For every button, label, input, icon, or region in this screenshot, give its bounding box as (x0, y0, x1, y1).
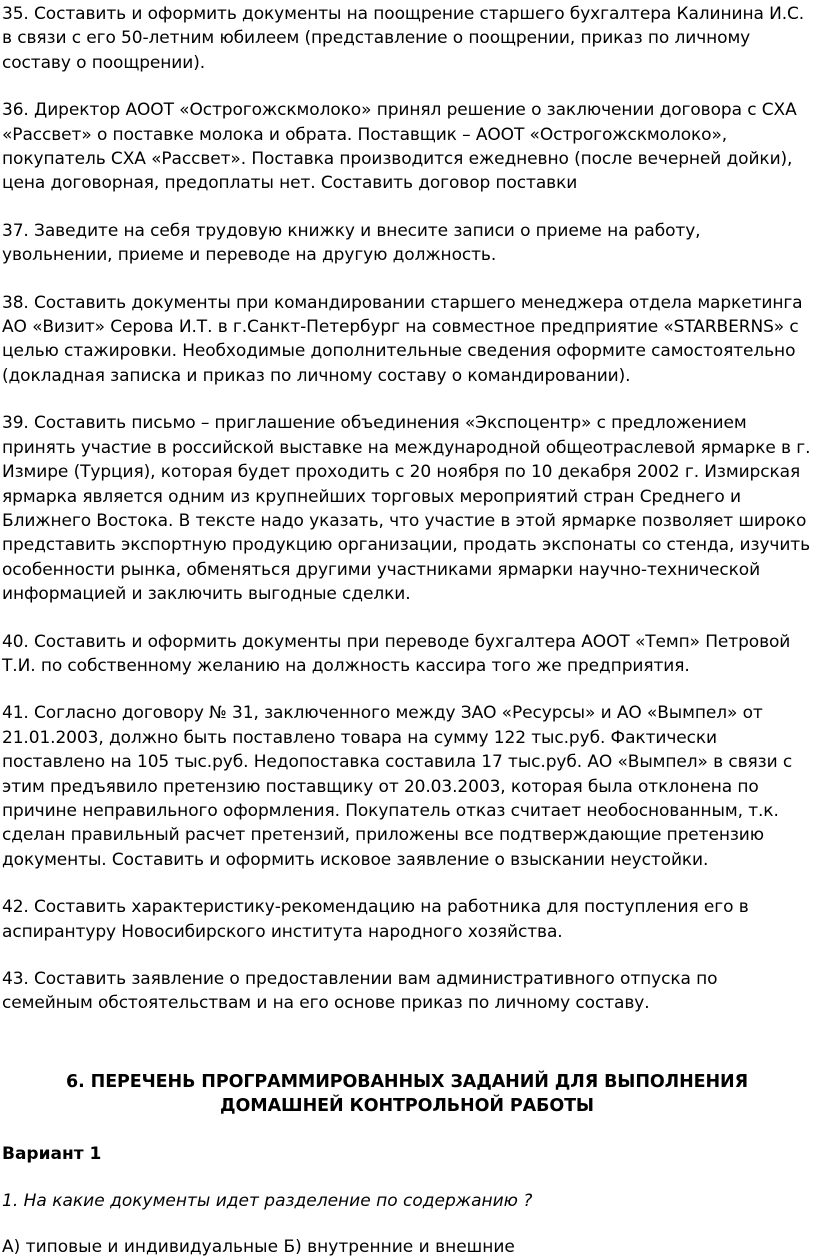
task-38: 38. Составить документы при командировании старшего менеджера отдела маркетинга АО «Визит» Серова И.Т. в г.Санкт-Петербург на совместное предприятие «STARBERNS» с целью стажировки. Необходимые дополнительные сведения оформите самостоятельно (докладная записка и приказ по личному составу о командировании). (2, 292, 803, 386)
task-36: 36. Директор АООТ «Острогожскмолоко» принял решение о заключении договора с СХА «Рассвет» о поставке молока и обрата. Поставщик – АООТ «Острогожскмолоко», покупатель СХА «Рассвет». Поставка производится ежедневно (после вечерней дойки), цена договорная, предоплаты нет. Составить договор поставки (2, 100, 797, 194)
task-41: 41. Согласно договору № 31, заключенного между ЗАО «Ресурсы» и АО «Вымпел» от 21.01.2003, должно быть поставлено товара на сумму 122 тыс.руб. Фактически поставлено на 105 тыс.руб. Недопоставка составила 17 тыс.руб. АО «Вымпел» в связи с этим предъявило претензию поставщику от 20.03.2003, которая была отклонена по причине неправильного оформления. Покупатель отказ считает необоснованным, т.к. сделан правильный расчет претензий, приложены все подтверждающие претензию документы. Составить и оформить исковое заявление о взыскании неустойки. (2, 703, 793, 870)
task-39: 39. Составить письмо – приглашение объединения «Экспоцентр» с предложением принять участие в российской выставке на международной общеотраслевой ярмарке в г. Измире (Турция), которая будет проходить с 20 ноября по 10 декабря 2002 г. Измирская ярмарка является одним из крупнейших торговых мероприятий стран Среднего и Ближнего Востока. В тексте надо указать, что участие в этой ярмарке позволяет широко представить экспортную продукцию организации, продать экспонаты со стенда, изучить особенности рынка, обменяться другими участниками ярмарки научно-технической информацией и заключить выгодные сделки. (2, 413, 811, 605)
section-heading: 6. ПЕРЕЧЕНЬ ПРОГРАММИРОВАННЫХ ЗАДАНИЙ ДЛЯ ВЫПОЛНЕНИЯ ДОМАШНЕЙ КОНТРОЛЬНОЙ РАБОТЫ (66, 1071, 748, 1117)
task-42: 42. Составить характеристику-рекомендацию на работника для поступления его в аспирантуру Новосибирского института народного хозяйства. (2, 897, 749, 942)
answer-options: А) типовые и индивидуальные Б) внутренние и внешние (2, 1236, 515, 1257)
question-1: 1. На какие документы идет разделение по содержанию ? (2, 1190, 533, 1211)
task-35: 35. Составить и оформить документы на поощрение старшего бухгалтера Калинина И.С. в связи с его 50-летним юбилеем (представление о поощрении, приказ по личному составу о поощрении). (2, 4, 805, 73)
variant-title: Вариант 1 (2, 1143, 102, 1164)
task-40: 40. Составить и оформить документы при переводе бухгалтера АООТ «Темп» Петровой Т.И. по собственному желанию на должность кассира того же предприятия. (2, 631, 791, 676)
task-37: 37. Заведите на себя трудовую книжку и внесите записи о приеме на работу, увольнении, приеме и переводе на другую должность. (2, 220, 701, 266)
task-43: 43. Составить заявление о предоставлении вам административного отпуска по семейным обстоятельствам и на его основе приказ по личному составу. (2, 969, 718, 1014)
